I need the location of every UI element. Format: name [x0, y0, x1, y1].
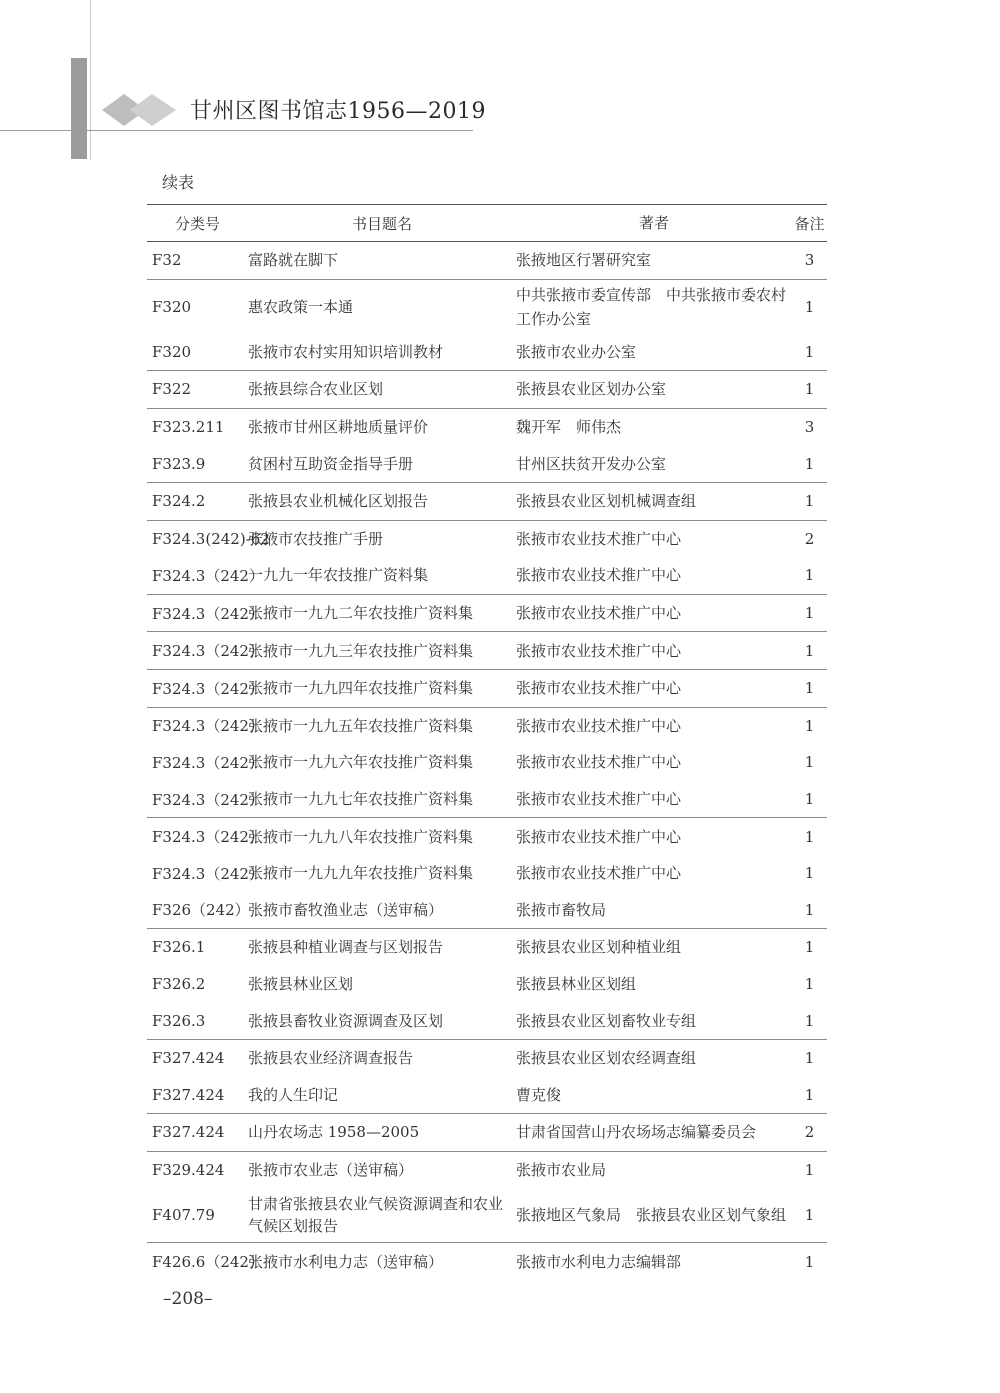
table-row [147, 1114, 827, 1152]
cell-code: F324.3（242） [147, 669, 248, 707]
cell-author: 张掖市农业技术推广中心 [516, 716, 682, 735]
table-row [147, 557, 827, 594]
table-row [147, 1076, 827, 1113]
cell-author: 张掖市农业办公室 [516, 334, 792, 371]
cell-title: 张掖市一九九三年农技推广资料集 [248, 632, 516, 670]
table-row [147, 966, 827, 1003]
cell-code: F324.3（242） [147, 594, 248, 632]
cell-author: 甘州区扶贫开发办公室 [516, 445, 792, 482]
continued-table-label: 续表 [162, 173, 195, 192]
cell-title: 惠农政策一本通 [248, 297, 354, 316]
table-row [147, 892, 827, 929]
cell-title: 张掖市畜牧渔业志（送审稿） [248, 892, 516, 929]
cell-author: 张掖市农业技术推广中心 [516, 864, 682, 883]
cell-code: F324.3(242)-62 [152, 529, 270, 548]
cell-code: F326.1 [152, 938, 206, 957]
cell-note: 1 [792, 1188, 827, 1243]
cell-code: F322 [147, 371, 248, 409]
cell-code: F324.2 [147, 482, 248, 520]
cell-code: F407.79 [147, 1188, 248, 1243]
column-header-author: 著者 [516, 205, 792, 242]
cell-author: 张掖市农业技术推广中心 [516, 827, 682, 846]
cell-title: 张掖市一九九九年农技推广资料集 [248, 864, 474, 883]
cell-note: 1 [804, 974, 815, 993]
table-row [147, 334, 827, 371]
cell-note: 1 [792, 371, 827, 409]
cell-code: F329.424 [152, 1160, 225, 1179]
cell-author: 张掖市畜牧局 [516, 892, 792, 929]
cell-note: 2 [792, 1114, 827, 1152]
cell-code: F32 [147, 242, 248, 280]
cell-code: F327.424 [147, 1114, 248, 1152]
table-header-row [147, 205, 827, 242]
cell-note: 1 [804, 938, 815, 957]
cell-author: 张掖市农业技术推广中心 [516, 529, 682, 548]
cell-note: 1 [804, 864, 815, 883]
cell-title: 张掖市一九九六年农技推广资料集 [248, 753, 474, 772]
table-row [147, 781, 827, 818]
cell-note: 1 [804, 1252, 815, 1271]
margin-vertical-rule [90, 0, 91, 160]
cell-title: 山丹农场志 1958—2005 [248, 1114, 516, 1152]
cell-note: 1 [792, 557, 827, 594]
cell-title: 张掖市一九九四年农技推广资料集 [248, 669, 516, 707]
cell-note: 1 [804, 1049, 815, 1068]
cell-note: 1 [792, 632, 827, 670]
table-row [147, 669, 827, 707]
cell-title: 张掖市水利电力志（送审稿） [248, 1252, 444, 1271]
diamond-ornament-icon [100, 90, 180, 130]
cell-title: 富路就在脚下 [248, 242, 516, 280]
cell-note: 1 [804, 716, 815, 735]
cell-author: 张掖县农业区划办公室 [516, 371, 792, 409]
cell-title: 张掖县农业经济调查报告 [248, 1049, 414, 1068]
cell-title: 张掖市农业志（送审稿） [248, 1160, 414, 1179]
cell-note: 1 [804, 827, 815, 846]
table-row [147, 520, 827, 557]
cell-code: F324.3（242） [152, 828, 264, 847]
cell-title: 贫困村互助资金指导手册 [248, 445, 516, 482]
cell-code: F324.3（242） [147, 632, 248, 670]
cell-title: 我的人生印记 [248, 1076, 516, 1113]
cell-author: 张掖县农业区划机械调查组 [516, 482, 792, 520]
table-row [147, 855, 827, 892]
column-header-code: 分类号 [147, 205, 248, 242]
cell-note: 3 [804, 418, 815, 437]
cell-author: 张掖县农业区划畜牧业专组 [516, 1002, 792, 1039]
cell-author: 曹克俊 [516, 1076, 792, 1113]
cell-code: F324.3（242） [147, 557, 248, 594]
cell-note: 1 [804, 753, 815, 772]
cell-note: 1 [804, 1160, 815, 1179]
cell-title: 张掖市农村实用知识培训教材 [248, 334, 516, 371]
cell-title: 张掖县综合农业区划 [248, 371, 516, 409]
cell-code: F323.9 [147, 445, 248, 482]
table-row [147, 279, 827, 334]
header-rule [0, 130, 473, 131]
cell-title: 张掖县林业区划 [248, 974, 354, 993]
cell-title: 张掖县种植业调查与区划报告 [248, 938, 444, 957]
cell-code: F324.3（242） [152, 753, 264, 772]
table-row [147, 1039, 827, 1076]
cell-title: 张掖市一九九七年农技推广资料集 [248, 781, 516, 818]
cell-author: 张掖市农业技术推广中心 [516, 753, 682, 772]
cell-note: 1 [792, 334, 827, 371]
cell-author: 张掖市农业技术推广中心 [516, 594, 792, 632]
cell-code: F426.6（242） [152, 1253, 264, 1272]
table-row [147, 482, 827, 520]
margin-gray-bar [71, 58, 87, 159]
cell-code: F324.3（242） [147, 781, 248, 818]
cell-author: 张掖县林业区划组 [516, 974, 637, 993]
cell-code: F320 [152, 297, 192, 316]
cell-note: 1 [792, 445, 827, 482]
catalog-table [147, 204, 827, 1280]
table-row [147, 929, 827, 966]
cell-code: F326（242） [147, 892, 248, 929]
cell-title: 甘肃省张掖县农业气候资源调查和农业气候区划报告 [248, 1188, 516, 1243]
cell-note: 1 [792, 482, 827, 520]
cell-code: F326.3 [147, 1002, 248, 1039]
cell-author: 张掖地区行署研究室 [516, 242, 792, 280]
table-row [147, 1002, 827, 1039]
cell-author: 张掖县农业区划农经调查组 [516, 1049, 697, 1068]
table-row [147, 594, 827, 632]
cell-code: F324.3（242） [152, 717, 264, 736]
cell-author: 张掖市农业技术推广中心 [516, 557, 792, 594]
cell-author: 张掖县农业区划种植业组 [516, 938, 682, 957]
cell-author: 张掖市农业技术推广中心 [516, 669, 792, 707]
cell-note: 1 [792, 1076, 827, 1113]
cell-code: F323.211 [152, 418, 225, 437]
cell-code: F327.424 [147, 1076, 248, 1113]
cell-note: 3 [792, 242, 827, 280]
cell-title: 一九九一年农技推广资料集 [248, 557, 516, 594]
table-row [147, 242, 827, 280]
cell-note: 2 [804, 529, 815, 548]
cell-author: 张掖市农业技术推广中心 [516, 781, 792, 818]
cell-author: 魏开军 师伟杰 [516, 418, 622, 437]
cell-title: 张掖市一九九五年农技推广资料集 [248, 716, 474, 735]
column-header-title: 书目题名 [248, 205, 516, 242]
table-row [147, 744, 827, 781]
cell-note: 1 [792, 1002, 827, 1039]
cell-note: 1 [792, 669, 827, 707]
page-number: –208– [163, 1289, 213, 1309]
table-row [147, 371, 827, 409]
cell-note: 1 [804, 297, 815, 316]
cell-author: 张掖市农业技术推广中心 [516, 632, 792, 670]
table-row [147, 818, 827, 855]
cell-code: F320 [147, 334, 248, 371]
cell-author: 中共张掖市委宣传部 中共张掖市委农村工作办公室 [516, 285, 787, 328]
cell-author: 张掖地区气象局 张掖县农业区划气象组 [516, 1188, 792, 1243]
cell-note: 1 [792, 594, 827, 632]
cell-code: F324.3（242） [152, 864, 264, 883]
table-row [147, 1243, 827, 1280]
cell-title: 张掖县畜牧业资源调查及区划 [248, 1002, 516, 1039]
column-header-note: 备注 [792, 205, 827, 242]
cell-code: F327.424 [152, 1049, 225, 1068]
running-header-title: 甘州区图书馆志1956—2019 [190, 99, 486, 124]
table-row [147, 445, 827, 482]
table-body [147, 242, 827, 1280]
cell-author: 张掖市农业局 [516, 1160, 607, 1179]
cell-title: 张掖市一九九八年农技推广资料集 [248, 827, 474, 846]
cell-author: 甘肃省国营山丹农场场志编纂委员会 [516, 1114, 792, 1152]
cell-author: 张掖市水利电力志编辑部 [516, 1252, 682, 1271]
cell-title: 张掖县农业机械化区划报告 [248, 482, 516, 520]
cell-note: 1 [792, 781, 827, 818]
cell-title: 张掖市一九九二年农技推广资料集 [248, 594, 516, 632]
table-row [147, 408, 827, 445]
cell-title: 张掖市甘州区耕地质量评价 [248, 418, 429, 437]
table-row [147, 632, 827, 670]
table-row [147, 707, 827, 744]
table-row [147, 1151, 827, 1188]
cell-note: 1 [792, 892, 827, 929]
table-row [147, 1188, 827, 1243]
cell-title: 张掖市农技推广手册 [248, 529, 384, 548]
cell-code: F326.2 [152, 974, 206, 993]
